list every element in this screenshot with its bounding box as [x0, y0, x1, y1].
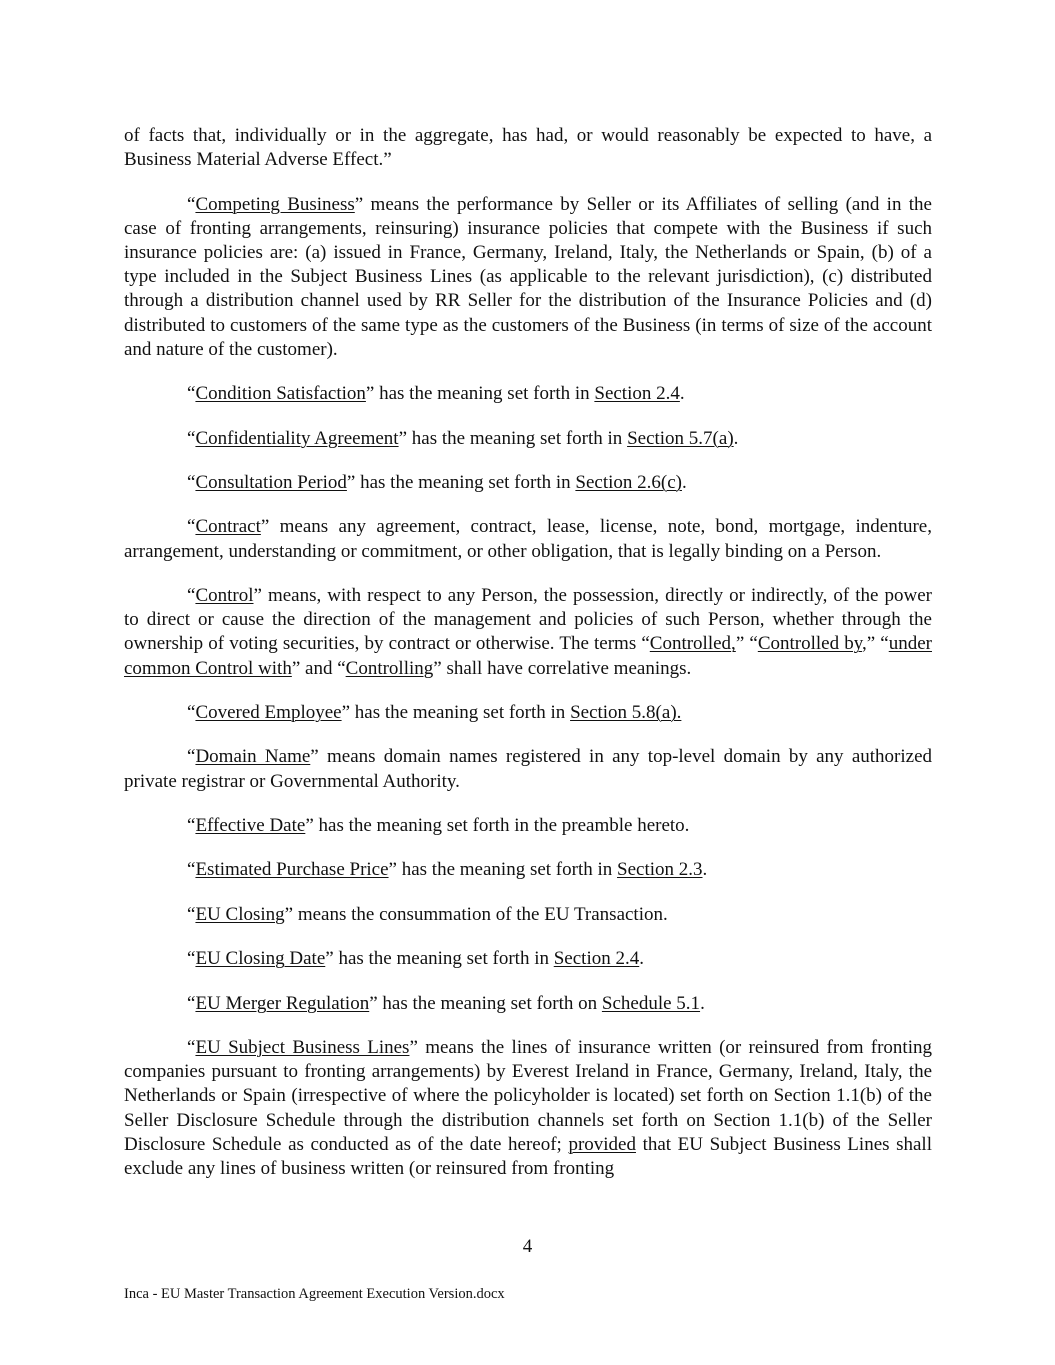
defined-term: Domain Name: [195, 746, 311, 768]
defined-term: provided: [568, 1133, 636, 1155]
paragraph-contract: “Contract” means any agreement, contract, lease, license, note, bond, mortgage, indenture, arrangement, understanding or commitment, or other obligation, that is legally binding on a Person.: [124, 516, 932, 562]
section-reference: Section 2.6(c): [575, 471, 682, 493]
defined-term: Condition Satisfaction: [195, 383, 366, 405]
paragraph-effective-date: “Effective Date” has the meaning set forth in the preamble hereto.: [187, 814, 690, 836]
paragraph-estimated-purchase-price: “Estimated Purchase Price” has the meaning set forth in Section 2.3.: [187, 859, 708, 881]
paragraph-condition-satisfaction: “Condition Satisfaction” has the meaning set forth in Section 2.4.: [187, 383, 685, 405]
defined-term: Confidentiality Agreement: [195, 427, 399, 449]
section-reference: Section 2.3: [617, 859, 703, 881]
paragraph-eu-closing: “EU Closing” means the consummation of the EU Transaction.: [187, 903, 668, 925]
section-reference: Section 2.4: [594, 383, 680, 405]
section-reference: Section 5.7(a): [627, 427, 734, 449]
defined-term: under common Control with: [124, 633, 932, 679]
document-body: [124, 124, 932, 1181]
section-reference: Section 5.8(a).: [570, 701, 682, 723]
defined-term: Controlling: [345, 657, 434, 679]
section-reference: Section 2.4: [553, 948, 640, 970]
paragraph-competing-business: “Competing Business” means the performance by Seller or its Affiliates of selling (and in the case of fronting arrangements, reinsuring) insurance policies that compete with the Business if such insurance policies are: (a) issued in France, Germany, Ireland, Italy, the Netherlands or Spain, (b) of a type included in the Subject Business Lines (as applicable to the relevant jurisdiction), (c) distributed through a distribution channel used by RR Seller for the distribution of the Insurance Policies and (d) distributed to customers of the same type as the customers of the Business (in terms of size of the account and nature of the customer).: [124, 193, 932, 360]
defined-term: Contract: [195, 516, 261, 538]
defined-term: Control: [195, 584, 254, 606]
paragraph-eu-merger-regulation: “EU Merger Regulation” has the meaning set forth on Schedule 5.1.: [187, 992, 705, 1014]
defined-term: EU Subject Business Lines: [195, 1036, 410, 1058]
defined-term: EU Closing: [195, 903, 285, 925]
paragraph-0: of facts that, individually or in the aggregate, has had, or would reasonably be expected to have, a Business Material Adverse Effect.”: [124, 125, 932, 171]
schedule-reference: Schedule 5.1: [601, 992, 701, 1014]
defined-term: Estimated Purchase Price: [195, 859, 389, 881]
page-number: 4: [522, 1236, 533, 1257]
defined-term: EU Closing Date: [195, 948, 326, 970]
paragraph-covered-employee: “Covered Employee” has the meaning set forth in Section 5.8(a).: [187, 701, 682, 723]
defined-term: Consultation Period: [195, 471, 347, 493]
defined-term: Controlled by: [757, 633, 862, 655]
defined-term: EU Merger Regulation: [195, 992, 370, 1014]
paragraph-eu-closing-date: “EU Closing Date” has the meaning set forth in Section 2.4.: [187, 948, 644, 970]
paragraph-eu-subject-business-lines: “EU Subject Business Lines” means the lines of insurance written (or reinsured from fronting companies pursuant to fronting arrangements) by Everest Ireland in France, Germany, Ireland, Italy, the Netherlands or Spain (irrespective of where the policyholder is located) set forth on Section 1.1(b) of the Seller Disclosure Schedule through the distribution channels set forth on Section 1.1(b) of the Seller Disclosure Schedule as conducted as of the date hereof; provided that EU Subject Business Lines shall exclude any lines of business written (or reinsured from fronting: [124, 1036, 932, 1179]
defined-term: Effective Date: [195, 814, 306, 836]
defined-term: Competing Business: [195, 193, 355, 215]
paragraph-confidentiality-agreement: “Confidentiality Agreement” has the meaning set forth in Section 5.7(a).: [187, 427, 739, 449]
document-footer: Inca - EU Master Transaction Agreement Execution Version.docx: [124, 1286, 505, 1302]
paragraph-domain-name: “Domain Name” means domain names registered in any top-level domain by any authorized private registrar or Governmental Authority.: [124, 746, 933, 792]
paragraph-consultation-period: “Consultation Period” has the meaning set forth in Section 2.6(c).: [187, 471, 687, 493]
defined-term: Covered Employee: [195, 701, 342, 723]
defined-term: Controlled,: [649, 633, 736, 655]
paragraph-control: “Control” means, with respect to any Person, the possession, directly or indirectly, of the power to direct or cause the direction of the management and policies of such Person, whether through the ownership of voting securities, by contract or otherwise. The terms “Controlled,” “Controlled by,” “under common Control with” and “Controlling” shall have correlative meanings.: [124, 584, 932, 679]
